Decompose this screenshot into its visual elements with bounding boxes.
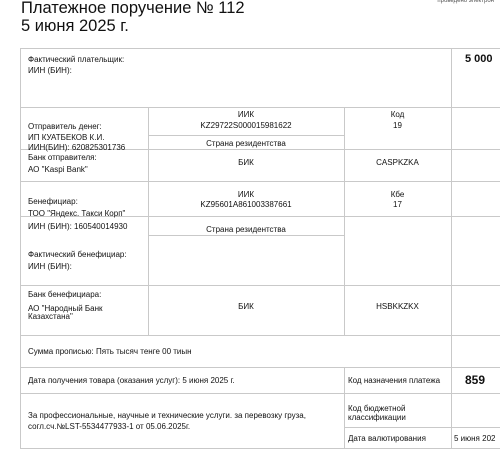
payment-purpose-1: За профессиональные, научные и технические услуги. за перевозку груза, [28, 411, 306, 420]
beneficiary-kbe-label: Кбе [390, 190, 405, 199]
sender-label: Отправитель денег: [28, 122, 102, 131]
row-line [20, 181, 500, 182]
actual-beneficiary-label: Фактический бенефициар: [28, 250, 127, 259]
beneficiary-kbe: 17 [393, 200, 402, 209]
row-line [148, 135, 344, 136]
purpose-code-label: Код назначения платежа [348, 376, 441, 385]
document-title: Платежное поручение № 112 [21, 0, 245, 17]
value-date: 5 июня 202 [454, 434, 496, 443]
row-line [20, 48, 500, 49]
sender-name: ИП КУАТБЕКОВ К.И. [28, 133, 105, 142]
col-line [451, 48, 452, 448]
sender-bik: CASPKZKA [376, 158, 419, 167]
beneficiary-iin: ИИН (БИН): 160540014930 [28, 222, 128, 231]
payment-order-table [20, 48, 500, 468]
beneficiary-bik-label: БИК [238, 302, 254, 311]
beneficiary-label: Бенефициар: [28, 197, 78, 206]
beneficiary-iik: KZ95601A861003387661 [200, 200, 292, 209]
row-line [20, 393, 500, 394]
payer-iin-label: ИИН (БИН): [28, 66, 72, 75]
row-line [20, 448, 500, 449]
sender-iin: ИИН(БИН): 620825301736 [28, 143, 126, 152]
row-line [20, 367, 500, 368]
beneficiary-bank-name-2: Казахстана" [28, 312, 73, 321]
receipt-date: Дата получения товара (оказания услуг): 5 июня 2025 г. [28, 376, 235, 385]
payment-purpose-2: согл.сч.№LST-5534477933-1 от 05.06.2025г. [28, 422, 191, 431]
sender-code: 19 [393, 121, 402, 130]
budget-code-label-1: Код бюджетной [348, 404, 406, 413]
row-line [344, 427, 500, 428]
sender-bank-label: Банк отправителя: [28, 153, 97, 162]
col-line [20, 48, 21, 448]
beneficiary-bik: HSBKKZKX [376, 302, 419, 311]
value-date-label: Дата валютирования [348, 434, 426, 443]
budget-code-label-2: классификации [348, 413, 406, 422]
sender-residence-label: Страна резидентства [206, 139, 286, 148]
document-date: 5 июня 2025 г. [21, 17, 129, 35]
purpose-code: 859 [465, 373, 486, 387]
sender-bik-label: БИК [238, 158, 254, 167]
beneficiary-residence-label: Страна резидентства [206, 225, 286, 234]
payment-amount: 5 000 [465, 53, 493, 65]
beneficiary-bank-label: Банк бенефициара: [28, 290, 102, 299]
row-line [148, 235, 344, 236]
amount-in-words: Сумма прописью: Пять тысяч тенге 00 тиын [28, 347, 192, 356]
sender-bank-name: АО "Kaspi Bank" [28, 165, 88, 174]
sender-iik: KZ29722S000015981622 [200, 121, 292, 130]
sender-code-label: Код [390, 110, 405, 119]
beneficiary-bank-name-1: АО "Народный Банк [28, 304, 103, 313]
beneficiary-iik-label: ИИК [237, 190, 255, 199]
corner-note: проведено электрон [437, 0, 494, 4]
actual-beneficiary-iin-label: ИИН (БИН): [28, 262, 72, 271]
sender-iik-label: ИИК [237, 110, 255, 119]
row-line [20, 335, 500, 336]
beneficiary-name: ТОО "Яндекс. Такси Корп" [28, 209, 126, 218]
col-line [344, 367, 345, 448]
row-line [20, 107, 500, 108]
row-line [20, 285, 500, 286]
payer-label: Фактический плательщик: [28, 55, 125, 64]
